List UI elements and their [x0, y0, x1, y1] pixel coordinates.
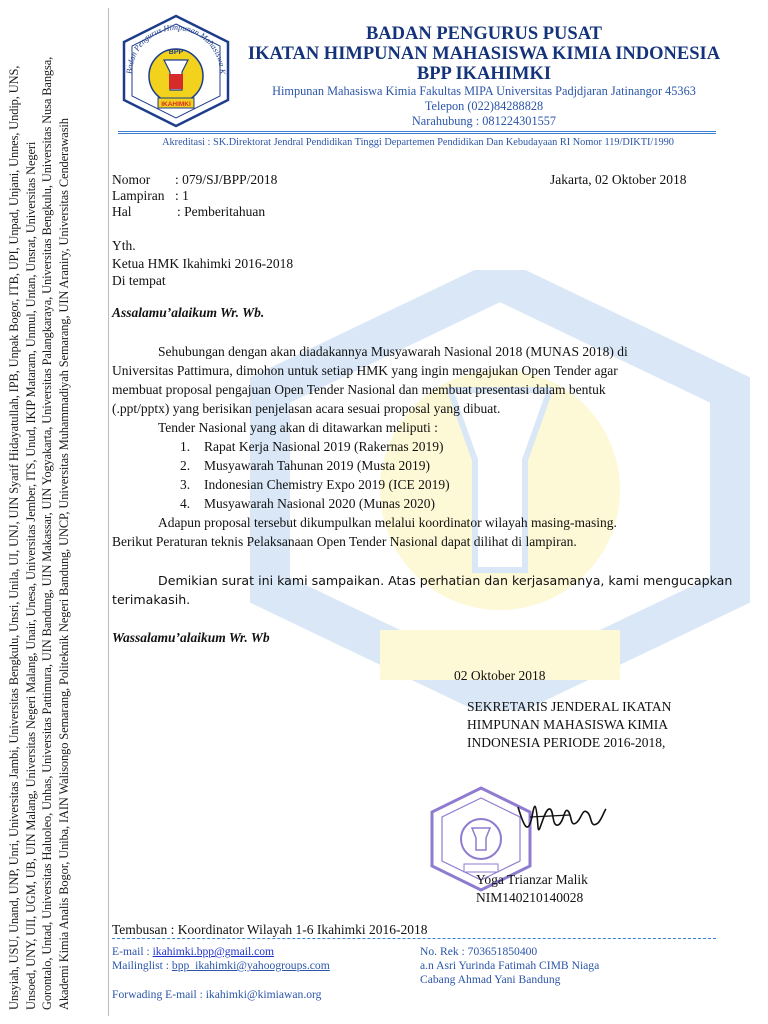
- header-accreditation: Akreditasi : SK.Direktorat Jendral Pendidikan Tinggi Departemen Pendidikan Dan Kebudayaan RI Nomor 119/DIKTI/1990: [162, 137, 674, 148]
- paragraph1-line: (.ppt/pptx) yang berisikan penjelasan acara sesuai proposal yang dibuat.: [112, 401, 501, 416]
- list-item-number: 4.: [180, 496, 191, 511]
- list-item: Musyawarah Nasional 2020 (Munas 2020): [204, 496, 435, 511]
- paragraph1-line: Universitas Pattimura, dimohon untuk setiap HMK yang ingin mengajukan Open Tender agar: [112, 363, 618, 378]
- footer-email-label: E-mail :: [112, 945, 153, 958]
- signatory-name: Yoga Trianzar Malik: [476, 872, 588, 887]
- side-strip-line: Akademi Kimia Analis Bogor, Uniba, IAIN Walisongo Semarang, Politeknik Negeri Bandung, UNCP, Universitas Muhammadiyah Semarang, UIN Araniry, Universitas Cenderawasih: [56, 118, 71, 1010]
- signatory-nim: NIM140210140028: [476, 890, 584, 905]
- header-narahubung: Narahubung : 081224301557: [411, 114, 557, 128]
- paragraph2-line: Adapun proposal tersebut dikumpulkan melalui koordinator wilayah masing-masing.: [158, 515, 617, 530]
- hal-label: Hal: [112, 204, 132, 219]
- logo-inner-text: BPP: [168, 49, 184, 56]
- signature-date: 02 Oktober 2018: [454, 668, 546, 683]
- list-item-number: 2.: [180, 458, 191, 473]
- lampiran-value: : 1: [175, 188, 189, 203]
- list-item-number: 3.: [180, 477, 191, 492]
- signature-title-line: SEKRETARIS JENDERAL IKATAN: [467, 699, 672, 714]
- member-universities-strip: [6, 8, 106, 1016]
- paragraph1-line: membuat proposal pengajuan Open Tender Nasional dan membuat presentasi dalam bentuk: [112, 382, 606, 397]
- footer-forwading-row: [112, 988, 321, 1002]
- tembusan: Tembusan : Koordinator Wilayah 1-6 Ikahimki 2016-2018: [112, 922, 428, 937]
- header-line3: BPP IKAHIMKI: [416, 64, 552, 84]
- paragraph1-line: Sehubungan dengan akan diadakannya Musyawarah Nasional 2018 (MUNAS 2018) di: [158, 344, 628, 359]
- footer-forwading-email[interactable]: ikahimki@kimiawan.org: [205, 988, 322, 1001]
- side-strip-line: Unsyiah, USU, Unand, UNP, Unri, Universitas Jambi, Universitas Bengkulu, Unsri, Unila, UI, UNJ, UIN Syarif Hidayatullah, IPB, Unpak Bogor, ITB, UPI, Unpad, Unjani, Unnes, Undip, UNS,: [7, 65, 21, 1010]
- recipient-name: Ketua HMK Ikahimki 2016-2018: [112, 256, 294, 271]
- footer-mailinglist-link[interactable]: bpp_ikahimki@yahoogroups.com: [171, 959, 330, 972]
- footer-email-row: [112, 945, 274, 959]
- footer-forwading-label: Forwading E-mail :: [112, 988, 206, 1001]
- ikahimki-logo: [112, 12, 240, 130]
- signature-title-line: INDONESIA PERIODE 2016-2018,: [467, 735, 666, 750]
- footer-rekening: No. Rek : 703651850400: [420, 945, 538, 958]
- list-item: Indonesian Chemistry Expo 2019 (ICE 2019): [204, 477, 450, 492]
- header-line2: IKATAN HIMPUNAN MAHASISWA KIMIA INDONESIA: [247, 44, 721, 64]
- list-item: Rapat Kerja Nasional 2019 (Rakernas 2019): [204, 439, 444, 454]
- paragraph3-line: terimakasih.: [112, 592, 191, 607]
- recipient-yth: Yth.: [112, 238, 136, 253]
- side-strip-line: Unsoed, UNY, UII, UGM, UB, UIN Malang, Universitas Negeri Malang, Unair, Unesa, Universitas Jember, ITS, Unud, IKIP Mataram, Unmul, Untan, Unsrat, Universitas Negeri: [23, 141, 38, 1010]
- side-strip-line: Gorontalo, Untad, Universitas Haluoleo, Unhas, Universitas Pattimura, UIN Bandung, UIN Makassar, UIN Yogyakarta, Universitas Palangkaraya, Universitas Bengkulu, Universitas Nusa Bangsa,: [40, 56, 55, 1010]
- paragraph3-line: Demikian surat ini kami sampaikan. Atas perhatian dan kerjasamanya, kami mengucapkan: [158, 573, 733, 588]
- signature-title-line: HIMPUNAN MAHASISWA KIMIA: [467, 717, 669, 732]
- nomor-label: Nomor: [112, 172, 151, 187]
- footer-email-link[interactable]: ikahimki.bpp@gmail.com: [152, 945, 275, 958]
- paragraph2-line: Berikut Peraturan teknis Pelaksanaan Open Tender Nasional dapat dilihat di lampiran.: [112, 534, 577, 549]
- footer-mailinglist-row: [112, 959, 330, 973]
- header-phone: Telepon (022)84288828: [424, 99, 544, 113]
- footer-rekening-branch: Cabang Ahmad Yani Bandung: [420, 973, 561, 986]
- logo-ring-text: Badan Pengurus Himpunan Mahasiswa K: [124, 22, 228, 75]
- logo-banner-text: IKAHIMKI: [161, 101, 191, 108]
- lampiran-label: Lampiran: [112, 188, 165, 203]
- hal-value: : Pemberitahuan: [177, 204, 266, 219]
- place-date: Jakarta, 02 Oktober 2018: [550, 172, 687, 187]
- footer-rekening-name: a.n Asri Yurinda Fatimah CIMB Niaga: [420, 959, 600, 972]
- handwritten-signature: [510, 787, 610, 847]
- list-intro: Tender Nasional yang akan di ditawarkan meliputi :: [158, 420, 438, 435]
- header-address: Himpunan Mahasiswa Kimia Fakultas MIPA Universitas Padjdjaran Jatinangor 45363: [272, 84, 696, 98]
- list-item-number: 1.: [180, 439, 191, 454]
- header-line1: BADAN PENGURUS PUSAT: [365, 24, 603, 44]
- footer-mailinglist-label: Mailinglist :: [112, 959, 172, 972]
- greeting: Assalamu’alaikum Wr. Wb.: [112, 305, 265, 320]
- side-strip-divider: [108, 8, 109, 1016]
- list-item: Musyawarah Tahunan 2019 (Musta 2019): [204, 458, 431, 473]
- recipient-place: Di tempat: [112, 273, 166, 288]
- closing-greeting: Wassalamu’alaikum Wr. Wb: [112, 630, 270, 645]
- footer-divider: [112, 938, 716, 939]
- header-divider: [118, 131, 716, 134]
- nomor-value: : 079/SJ/BPP/2018: [175, 172, 278, 187]
